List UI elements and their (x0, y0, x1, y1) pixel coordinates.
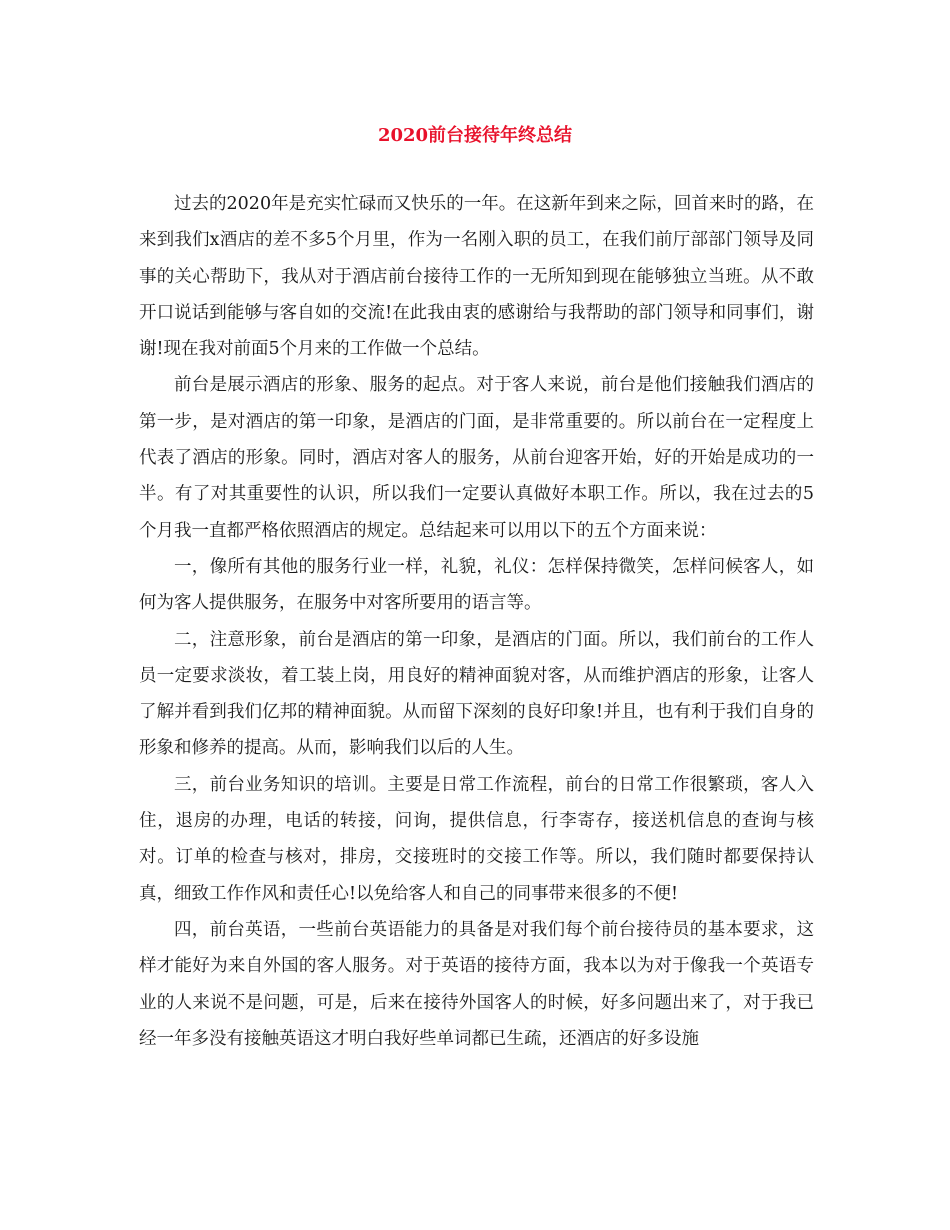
document-title: 2020前台接待年终总结 (377, 125, 573, 146)
paragraph-point-four: 四，前台英语，一些前台英语能力的具备是对我们每个前台接待员的基本要求，这样才能好为来自外国的客人服务。对于英语的接待方面，我本以为对于像我一个英语专业的人来说不是问题，可是，后来在接待外国客人的时候，好多问题出来了，对于我已经一年多没有接触英语这才明白我好些单词都已生疏，还酒店的好多设施 (139, 919, 814, 1049)
document-body (139, 186, 814, 1057)
paragraph-front-desk-role: 前台是展示酒店的形象、服务的起点。对于客人来说，前台是他们接触我们酒店的第一步，是对酒店的第一印象，是酒店的门面，是非常重要的。所以前台在一定程度上代表了酒店的形象。同时，酒店对客人的服务，从前台迎客开始，好的开始是成功的一半。有了对其重要性的认识，所以我们一定要认真做好本职工作。所以，我在过去的5个月我一直都严格依照酒店的规定。总结起来可以用以下的五个方面来说： (139, 375, 814, 541)
paragraph-intro: 过去的2020年是充实忙碌而又快乐的一年。在这新年到来之际，回首来时的路，在来到我们x酒店的差不多5个月里，作为一名刚入职的员工，在我们前厅部部门领导及同事的关心帮助下，我从对于酒店前台接待工作的一无所知到现在能够独立当班。从不敢开口说话到能够与客自如的交流!在此我由衷的感谢给与我帮助的部门领导和同事们，谢谢!现在我对前面5个月来的工作做一个总结。 (139, 194, 814, 360)
paragraph-point-one: 一，像所有其他的服务行业一样，礼貌，礼仪：怎样保持微笑，怎样问候客人，如何为客人提供服务，在服务中对客所要用的语言等。 (139, 556, 814, 614)
paragraph-point-three: 三，前台业务知识的培训。主要是日常工作流程，前台的日常工作很繁琐，客人入住，退房的办理，电话的转接，问询，提供信息，行李寄存，接送机信息的查询与核对。订单的检查与核对，排房，交接班时的交接工作等。所以，我们随时都要保持认真，细致工作作风和责任心!以免给客人和自己的同事带来很多的不便! (139, 774, 814, 904)
paragraph-point-two: 二，注意形象，前台是酒店的第一印象，是酒店的门面。所以，我们前台的工作人员一定要求淡妆，着工装上岗，用良好的精神面貌对客，从而维护酒店的形象，让客人了解并看到我们亿邦的精神面貌。从而留下深刻的良好印象!并且，也有利于我们自身的形象和修养的提高。从而，影响我们以后的人生。 (139, 629, 814, 759)
